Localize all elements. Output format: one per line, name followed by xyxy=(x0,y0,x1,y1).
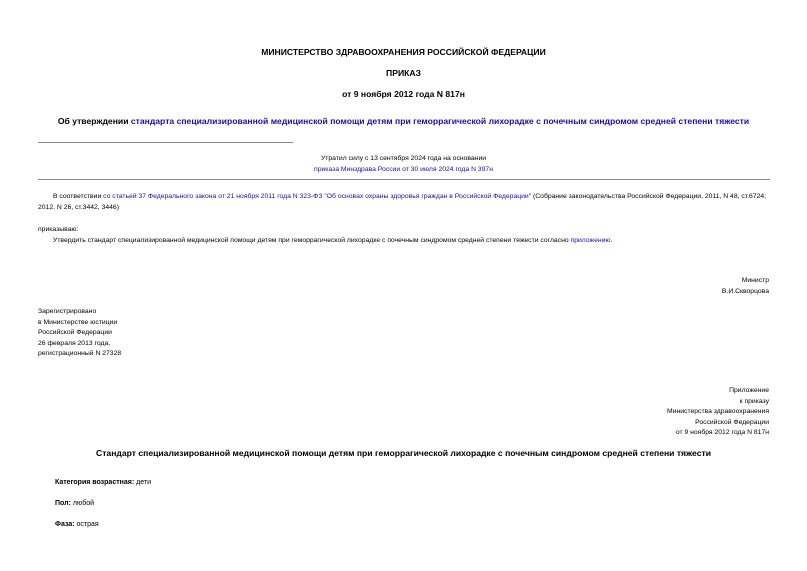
intro-prefix: В соответствии xyxy=(53,193,104,200)
intro-paragraph xyxy=(38,191,770,213)
ministry-heading: МИНИСТЕРСТВО ЗДРАВООХРАНЕНИЯ РОССИЙСКОЙ ФЕДЕРАЦИИ xyxy=(261,47,546,57)
order-title xyxy=(0,116,807,127)
registration-line: Российской Федерации xyxy=(38,329,112,336)
registration-line: 26 февраля 2013 года, xyxy=(38,339,111,347)
phase-value: острая xyxy=(74,521,99,528)
registration-line: в Министерстве юстиции xyxy=(38,318,118,326)
signature-block xyxy=(722,276,769,297)
phase-label: Фаза: xyxy=(55,521,75,528)
appendix-link[interactable]: приложению xyxy=(570,237,611,244)
signature-name: В.И.Скворцова xyxy=(721,287,769,295)
sex-value: любой xyxy=(70,500,95,507)
repeal-text: Утратил силу с 13 сентября 2024 года на основании xyxy=(320,155,487,162)
age-category-value: дети xyxy=(134,479,151,486)
order-title-prefix: Об утверждении xyxy=(57,116,131,126)
doc-type-heading: ПРИКАЗ xyxy=(386,68,421,78)
long-divider xyxy=(38,179,770,180)
appendix-line: от 9 ноября 2012 года N 817н xyxy=(675,429,769,436)
order-date-number: от 9 ноября 2012 года N 817н xyxy=(342,89,465,99)
approve-end: . xyxy=(610,237,613,244)
appendix-line: Министерства здравоохранения xyxy=(667,408,769,415)
age-category-label: Категория возрастная: xyxy=(55,479,135,486)
appendix-line: Приложение xyxy=(729,387,769,394)
repeal-notice xyxy=(200,153,607,175)
registration-line: Зарегистрировано xyxy=(38,308,97,315)
law-article-link[interactable]: со статьей 37 Федерального закона от 21 ноября 2011 года N 323-ФЗ "Об основах охраны здоровья граждан в Российской Федерации" xyxy=(103,193,532,200)
appendix-block xyxy=(667,386,769,439)
sex-label: Пол: xyxy=(55,500,71,507)
phase-field xyxy=(55,521,99,530)
approve-paragraph xyxy=(38,235,770,246)
signature-position: Министр xyxy=(741,277,769,284)
short-divider xyxy=(38,142,293,143)
registration-block xyxy=(38,307,121,360)
standard-link[interactable]: стандарта специализированной медицинской помощи детям при геморрагической лихорадке с почечным синдромом средней степени тяжести xyxy=(130,116,750,126)
appendix-line: к приказу xyxy=(739,397,769,405)
registration-line: регистрационный N 27328 xyxy=(38,350,122,357)
repeal-order-link[interactable]: приказа Минздрава России от 30 июля 2024 года N 397н xyxy=(314,166,493,173)
intro-suffix: (Собрание законодательства Российской Федерации, 2011, N 48, ст.6724; 2012, N 26, ст.3442, 3446) xyxy=(38,193,767,211)
appendix-line: Российской Федерации xyxy=(695,418,769,426)
standard-title: Стандарт специализированной медицинской помощи детям при геморрагической лихорадке с почечным синдромом средней степени тяжести xyxy=(96,448,711,458)
age-category-field xyxy=(55,479,151,488)
order-word: приказываю: xyxy=(38,226,79,233)
approve-text: Утвердить стандарт специализированной медицинской помощи детям при геморрагической лихорадке с почечным синдромом средней степени тяжести согласно xyxy=(53,237,571,244)
sex-field xyxy=(55,500,94,509)
